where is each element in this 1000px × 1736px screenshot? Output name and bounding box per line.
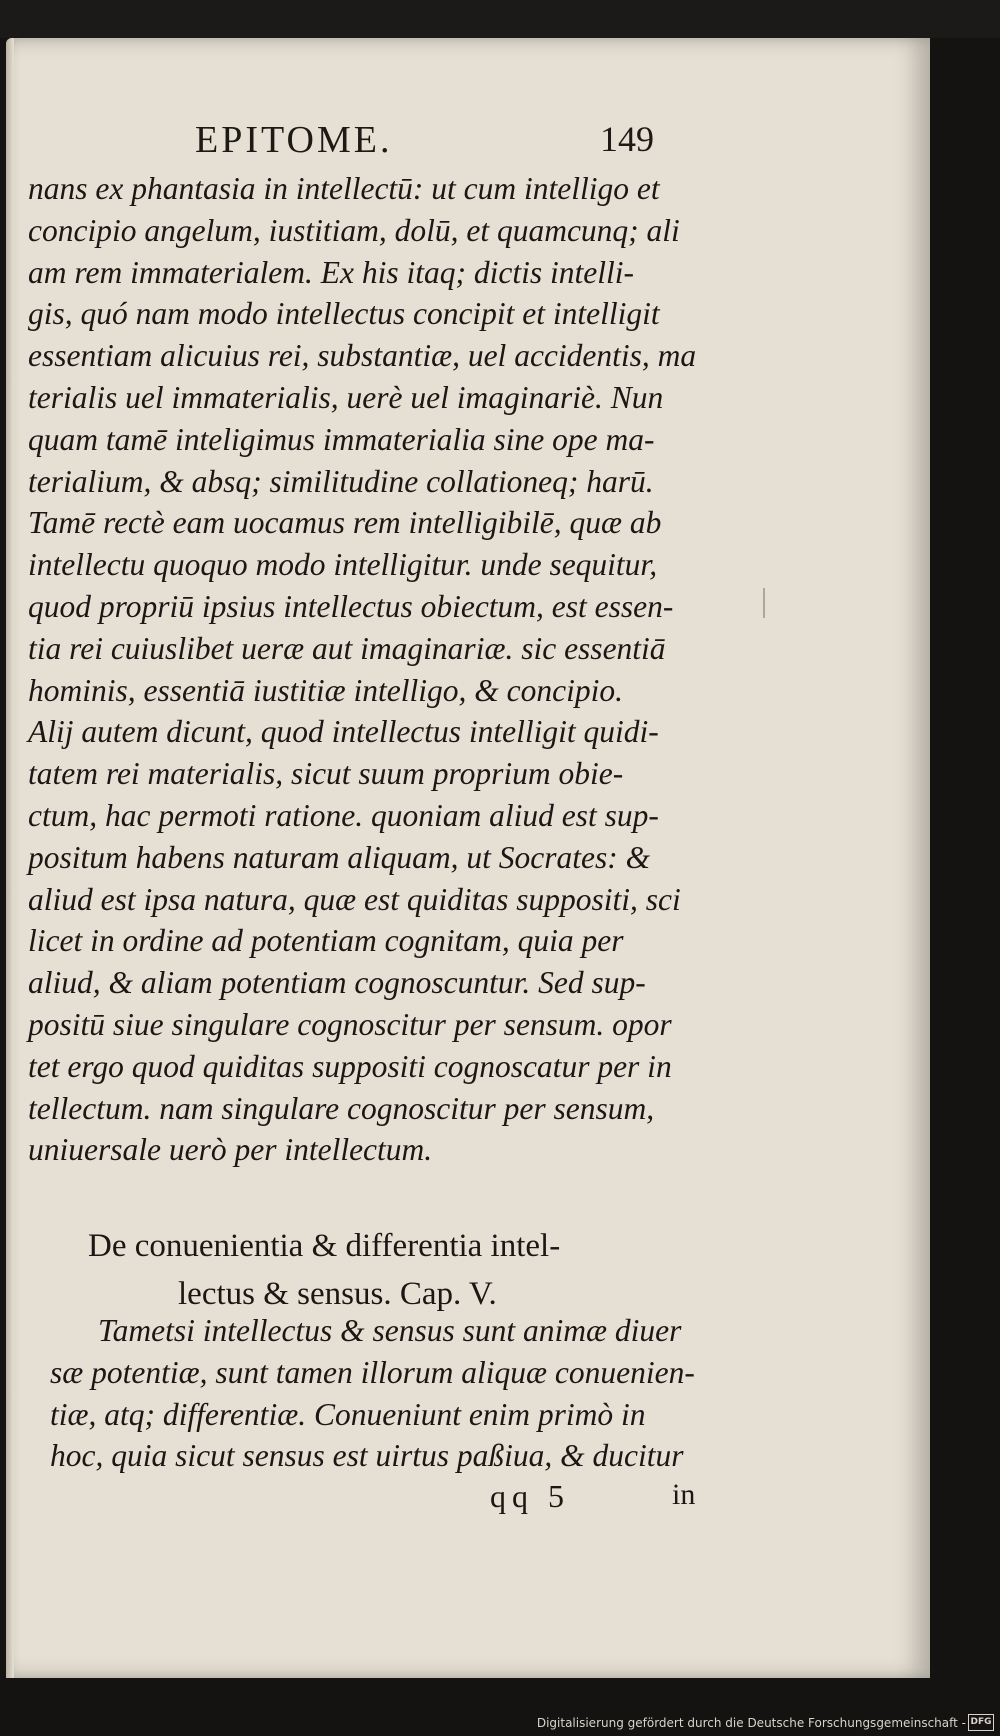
chapter-body-text [50, 1310, 710, 1477]
scan-background-top [0, 0, 1000, 38]
ink-speck [763, 588, 765, 618]
signature-mark: qq 5 [490, 1478, 570, 1514]
text-line: uniuersale uerò per intellectum. [28, 1132, 433, 1168]
text-line: sæ potentiæ, sunt tamen illorum aliquæ conuenien- [50, 1354, 695, 1390]
text-line: tet ergo quod quiditas suppositi cognoscatur per in [28, 1048, 672, 1084]
dfg-logo-icon: DFG [968, 1714, 994, 1731]
text-line: essentiam alicuius rei, substantiæ, uel accidentis, ma [28, 338, 697, 374]
text-line: Alij autem dicunt, quod intellectus intelligit quidi- [28, 714, 659, 750]
chapter-heading-line-2: lectus & sensus. Cap. V. [178, 1276, 497, 1312]
page-number: 149 [600, 119, 654, 159]
text-line: quod propriū ipsius intellectus obiectum, est essen- [28, 588, 674, 624]
text-line: positum habens naturam aliquam, ut Socrates: & [28, 839, 651, 875]
text-line: Tametsi intellectus & sensus sunt animæ diuer [98, 1313, 682, 1348]
text-line: positū siue singulare cognoscitur per sensum. opor [28, 1006, 672, 1042]
chapter-heading [88, 1222, 708, 1318]
text-line: hominis, essentiā iustitiæ intelligo, & concipio. [28, 672, 623, 708]
text-line: aliud, & aliam potentiam cognoscuntur. Sed sup- [28, 965, 646, 1001]
text-line: intellectu quoquo modo intelligitur. unde sequitur, [28, 547, 658, 583]
text-line: hoc, quia sicut sensus est uirtus paßiua, & ducitur [50, 1438, 684, 1474]
page-gutter-shadow [6, 38, 14, 1678]
digitization-credit: Digitalisierung gefördert durch die Deutsche Forschungsgemeinschaft - [536, 1716, 966, 1730]
text-line: tiæ, atq; differentiæ. Conueniunt enim primò in [50, 1396, 646, 1432]
text-line: am rem immaterialem. Ex his itaq; dictis intelli- [28, 254, 634, 290]
text-line: licet in ordine ad potentiam cognitam, quia per [28, 923, 624, 959]
catchword: in [672, 1478, 696, 1511]
text-line: tellectum. nam singulare cognoscitur per sensum, [28, 1090, 655, 1126]
text-line: aliud est ipsa natura, quæ est quiditas suppositi, sci [28, 881, 681, 917]
text-line: Tamē rectè eam uocamus rem intelligibilē, quæ ab [28, 505, 662, 541]
running-head: EPITOME. [195, 119, 393, 161]
text-line: ctum, hac permoti ratione. quoniam aliud est sup- [28, 797, 659, 833]
text-line: tia rei cuiuslibet ueræ aut imaginariæ. sic essentiā [28, 630, 666, 666]
text-line: terialium, & absq; similitudine collationeq; harū. [28, 463, 654, 499]
text-line: concipio angelum, iustitiam, dolū, et quamcunq; ali [28, 212, 680, 248]
text-line: terialis uel immaterialis, uerè uel imaginariè. Nun [28, 379, 664, 415]
text-line: tatem rei materialis, sicut suum proprium obie- [28, 756, 624, 792]
text-line: gis, quó nam modo intellectus concipit et intelligit [28, 296, 660, 332]
text-line: nans ex phantasia in intellectū: ut cum intelligo et [28, 171, 660, 206]
text-line: quam tamē inteligimus immaterialia sine ope ma- [28, 421, 655, 457]
chapter-heading-line-1: De conuenientia & differentia intel- [88, 1228, 561, 1264]
body-text [28, 168, 708, 1171]
